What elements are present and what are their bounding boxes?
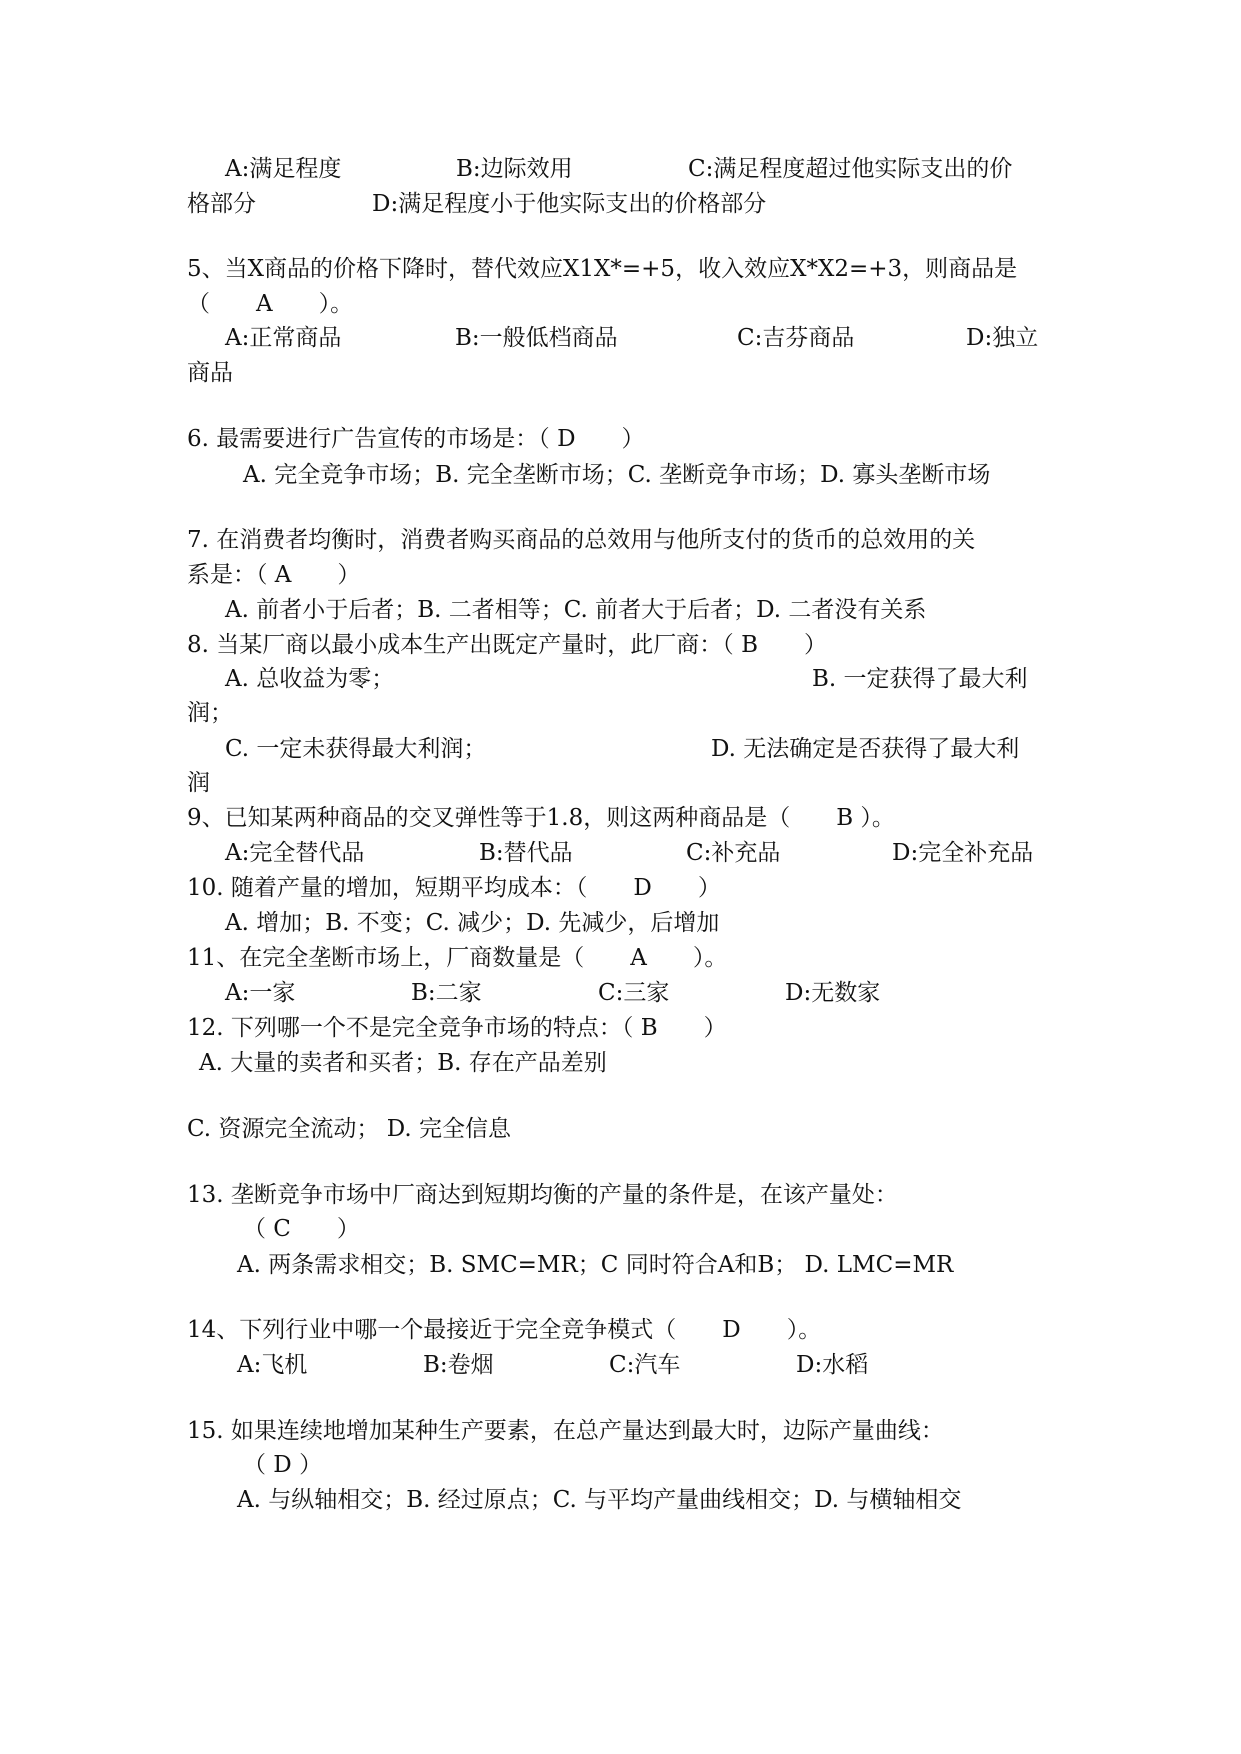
q11-option-a: A:一家: [225, 980, 296, 1006]
q14-stem: 14、下列行业中哪一个最接近于完全竞争模式（ D ）。: [187, 1317, 822, 1343]
q12-stem: 12. 下列哪一个不是完全竞争市场的特点：（ B ）: [187, 1015, 727, 1041]
q10-options: A. 增加；B. 不变；C. 减少；D. 先减少，后增加: [225, 910, 720, 936]
q5-answer: （ A ）。: [187, 291, 354, 317]
q5-option-c: C:吉芬商品: [737, 325, 855, 351]
q8-option-d: D. 无法确定是否获得了最大利: [711, 736, 1020, 762]
q9-option-c: C:补充品: [686, 840, 781, 866]
q10-stem: 10. 随着产量的增加，短期平均成本：（ D ）: [187, 875, 721, 901]
q8-option-b: B. 一定获得了最大利: [812, 666, 1028, 692]
q4-option-b: B:边际效用: [456, 156, 573, 182]
q14-option-c: C:汽车: [609, 1352, 681, 1378]
q9-option-a: A:完全替代品: [225, 840, 365, 866]
q11-option-d: D:无数家: [785, 980, 881, 1006]
q4-option-c: C:满足程度超过他实际支出的价: [688, 156, 1013, 182]
q7-options: A. 前者小于后者；B. 二者相等；C. 前者大于后者；D. 二者没有关系: [225, 597, 927, 623]
q9-stem: 9、已知某两种商品的交叉弹性等于1.8，则这两种商品是（ B ）。: [187, 805, 895, 831]
q8-option-b-continued: 润；: [187, 700, 233, 726]
q8-option-d-continued: 润: [187, 770, 210, 796]
q15-stem: 15. 如果连续地增加某种生产要素，在总产量达到最大时，边际产量曲线：: [187, 1418, 944, 1444]
q6-options: A. 完全竞争市场；B. 完全垄断市场；C. 垄断竞争市场；D. 寡头垄断市场: [243, 462, 991, 488]
q8-option-c: C. 一定未获得最大利润；: [225, 736, 487, 762]
q12-options-ab: A. 大量的卖者和买者；B. 存在产品差别: [199, 1050, 607, 1076]
q8-option-a: A. 总收益为零；: [225, 666, 395, 692]
q14-option-a: A:飞机: [237, 1352, 308, 1378]
q5-option-b: B:一般低档商品: [455, 325, 618, 351]
q4-option-c-continued: 格部分: [187, 191, 256, 217]
q8-stem: 8. 当某厂商以最小成本生产出既定产量时，此厂商：（ B ）: [187, 632, 827, 658]
q15-answer: （ D ）: [243, 1452, 323, 1478]
q9-option-b: B:替代品: [479, 840, 573, 866]
q9-option-d: D:完全补充品: [892, 840, 1034, 866]
q12-options-cd: C. 资源完全流动； D. 完全信息: [187, 1116, 511, 1142]
q13-answer: （ C ）: [243, 1216, 360, 1242]
q5-option-d: D:独立: [966, 325, 1039, 351]
q7-stem-continued: 系是：（ A ）: [187, 562, 361, 588]
q6-stem: 6. 最需要进行广告宣传的市场是：（ D ）: [187, 426, 645, 452]
q4-option-a: A:满足程度: [225, 156, 342, 182]
q5-stem: 5、当X商品的价格下降时，替代效应X1X*=+5，收入效应X*X2=+3，则商品是: [187, 256, 1018, 282]
q11-option-b: B:二家: [411, 980, 482, 1006]
q7-stem: 7. 在消费者均衡时，消费者购买商品的总效用与他所支付的货币的总效用的关: [187, 527, 976, 553]
q14-option-d: D:水稻: [796, 1352, 869, 1378]
q5-option-d-continued: 商品: [187, 360, 233, 386]
q5-option-a: A:正常商品: [225, 325, 342, 351]
q4-option-d: D:满足程度小于他实际支出的价格部分: [372, 191, 767, 217]
q13-stem: 13. 垄断竞争市场中厂商达到短期均衡的产量的条件是，在该产量处：: [187, 1182, 898, 1208]
q11-stem: 11、在完全垄断市场上，厂商数量是（ A ）。: [187, 945, 728, 971]
q15-options: A. 与纵轴相交；B. 经过原点；C. 与平均产量曲线相交；D. 与横轴相交: [237, 1487, 962, 1513]
q11-option-c: C:三家: [598, 980, 670, 1006]
q14-option-b: B:卷烟: [423, 1352, 494, 1378]
q13-options: A. 两条需求相交；B. SMC=MR；C 同时符合A和B； D. LMC=MR: [237, 1252, 954, 1278]
